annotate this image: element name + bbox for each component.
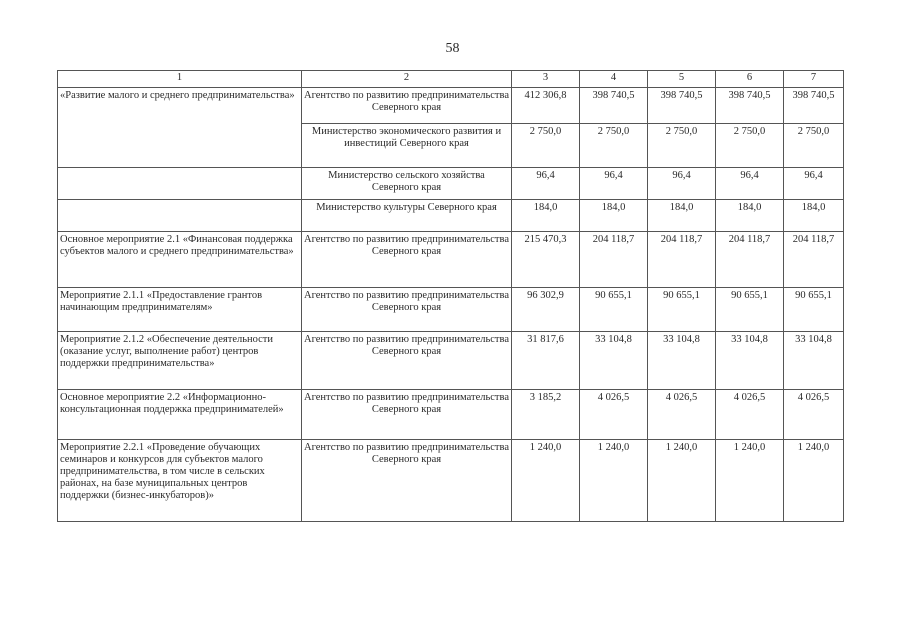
amount-cell: 33 104,8 [784, 332, 844, 390]
executor-cell: Министерство экономического развития и инвестиций Северного края [302, 124, 512, 168]
executor-cell: Министерство сельского хозяйства Северного края [302, 168, 512, 200]
executor-cell: Агентство по развитию предпринимательства Северного края [302, 288, 512, 332]
table-row [58, 390, 844, 440]
amount-cell: 204 118,7 [784, 232, 844, 288]
amount-cell: 398 740,5 [716, 88, 784, 124]
amount-cell: 184,0 [580, 200, 648, 232]
executor-cell: Агентство по развитию предпринимательства Северного края [302, 232, 512, 288]
executor-cell: Министерство культуры Северного края [302, 200, 512, 232]
amount-cell: 31 817,6 [512, 332, 580, 390]
amount-cell: 3 185,2 [512, 390, 580, 440]
event-cell: Мероприятие 2.1.1 «Предоставление грантов начинающим предпринимателям» [58, 288, 302, 332]
amount-cell: 1 240,0 [580, 440, 648, 522]
amount-cell: 398 740,5 [784, 88, 844, 124]
amount-cell: 2 750,0 [784, 124, 844, 168]
amount-cell: 96 302,9 [512, 288, 580, 332]
amount-cell: 184,0 [716, 200, 784, 232]
executor-cell: Агентство по развитию предпринимательства Северного края [302, 88, 512, 124]
amount-cell: 90 655,1 [580, 288, 648, 332]
event-cell: Мероприятие 2.1.2 «Обеспечение деятельности (оказание услуг, выполнение работ) центров поддержки предпринимательства» [58, 332, 302, 390]
amount-cell: 96,4 [716, 168, 784, 200]
header-cell: 1 [58, 71, 302, 88]
amount-cell: 1 240,0 [716, 440, 784, 522]
event-cell: Основное мероприятие 2.1 «Финансовая поддержка субъектов малого и среднего предпринимательства» [58, 232, 302, 288]
executor-cell: Агентство по развитию предпринимательства Северного края [302, 440, 512, 522]
amount-cell: 90 655,1 [716, 288, 784, 332]
amount-cell: 96,4 [580, 168, 648, 200]
table-row [58, 288, 844, 332]
amount-cell: 215 470,3 [512, 232, 580, 288]
header-cell: 6 [716, 71, 784, 88]
amount-cell: 96,4 [512, 168, 580, 200]
amount-cell: 204 118,7 [716, 232, 784, 288]
amount-cell: 204 118,7 [648, 232, 716, 288]
amount-cell: 2 750,0 [580, 124, 648, 168]
amount-cell: 2 750,0 [716, 124, 784, 168]
event-cell [58, 124, 302, 168]
amount-cell: 2 750,0 [512, 124, 580, 168]
amount-cell: 1 240,0 [648, 440, 716, 522]
header-cell: 7 [784, 71, 844, 88]
header-cell: 5 [648, 71, 716, 88]
header-row [58, 71, 844, 88]
event-cell: Мероприятие 2.2.1 «Проведение обучающих семинаров и конкурсов для субъектов малого предпринимательства, в том числе в сельских районах, на базе муниципальных центров поддержки (бизнес-инкубаторов)» [58, 440, 302, 522]
amount-cell: 2 750,0 [648, 124, 716, 168]
amount-cell: 4 026,5 [580, 390, 648, 440]
table-row [58, 440, 844, 522]
amount-cell: 4 026,5 [784, 390, 844, 440]
amount-cell: 33 104,8 [580, 332, 648, 390]
table-row [58, 168, 844, 200]
amount-cell: 90 655,1 [648, 288, 716, 332]
table-row [58, 232, 844, 288]
amount-cell: 184,0 [512, 200, 580, 232]
amount-cell: 90 655,1 [784, 288, 844, 332]
amount-cell: 204 118,7 [580, 232, 648, 288]
table-body [58, 88, 844, 522]
table-row [58, 200, 844, 232]
executor-cell: Агентство по развитию предпринимательства Северного края [302, 390, 512, 440]
amount-cell: 398 740,5 [580, 88, 648, 124]
header-cell: 4 [580, 71, 648, 88]
event-cell [58, 168, 302, 200]
header-cell: 2 [302, 71, 512, 88]
amount-cell: 184,0 [648, 200, 716, 232]
executor-cell: Агентство по развитию предпринимательства Северного края [302, 332, 512, 390]
amount-cell: 4 026,5 [648, 390, 716, 440]
table-row [58, 124, 844, 168]
event-cell: «Развитие малого и среднего предпринимательства» [58, 88, 302, 124]
event-cell [58, 200, 302, 232]
page-number: 58 [445, 41, 460, 56]
amount-cell: 4 026,5 [716, 390, 784, 440]
amount-cell: 96,4 [648, 168, 716, 200]
event-cell: Основное мероприятие 2.2 «Информационно-консультационная поддержка предпринимателей» [58, 390, 302, 440]
budget-table [57, 70, 844, 522]
amount-cell: 1 240,0 [784, 440, 844, 522]
amount-cell: 184,0 [784, 200, 844, 232]
amount-cell: 33 104,8 [716, 332, 784, 390]
table-row [58, 88, 844, 124]
amount-cell: 33 104,8 [648, 332, 716, 390]
header-cell: 3 [512, 71, 580, 88]
amount-cell: 1 240,0 [512, 440, 580, 522]
amount-cell: 412 306,8 [512, 88, 580, 124]
table-row [58, 332, 844, 390]
amount-cell: 96,4 [784, 168, 844, 200]
amount-cell: 398 740,5 [648, 88, 716, 124]
